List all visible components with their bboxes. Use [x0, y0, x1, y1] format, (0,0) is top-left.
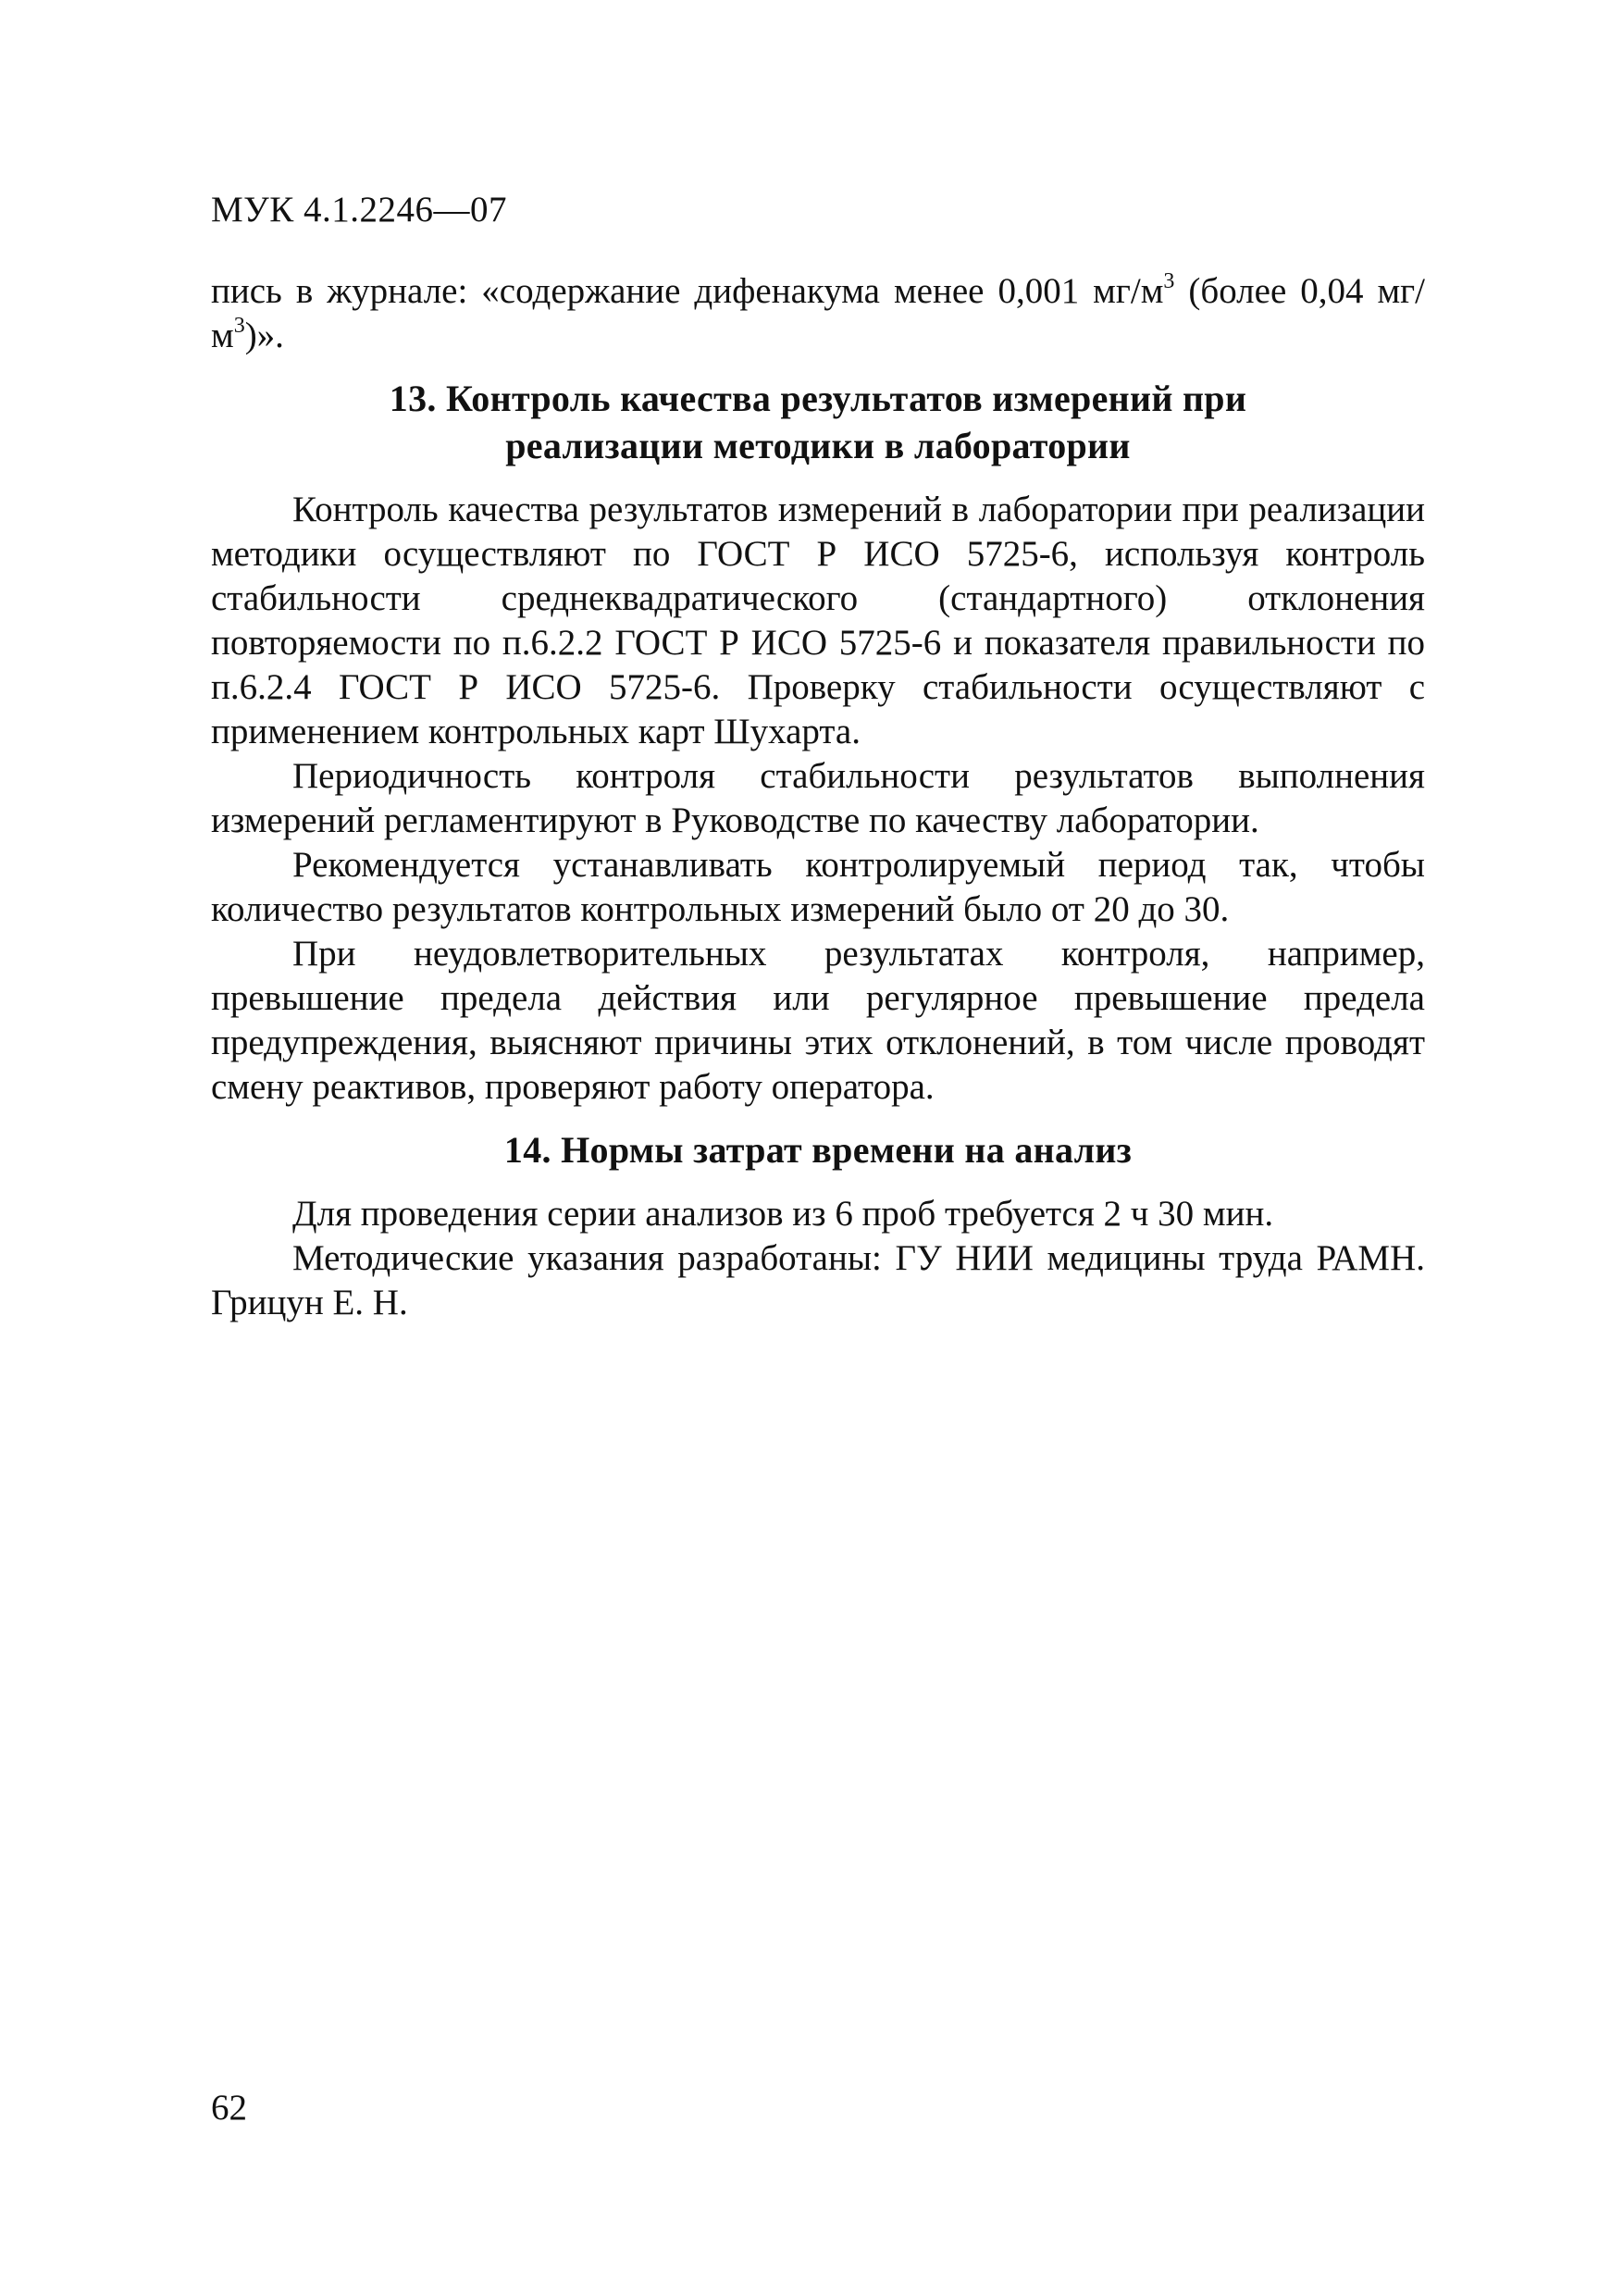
section-14-paragraph-1: Для проведения серии анализов из 6 проб требуется 2 ч 30 мин.: [292, 1194, 1274, 1234]
section-13-title-line-2: реализации методики в лаборатории: [505, 425, 1131, 466]
document-code: МУК 4.1.2246—07: [211, 190, 508, 230]
section-14-title: 14. Нормы затрат времени на анализ: [503, 1129, 1133, 1171]
section-14-paragraph-2: Методические указания разработаны: ГУ НИИ медицины труда РАМН. Грицун Е. Н.: [211, 1238, 1425, 1322]
section-13-title-line-1: 13. Контроль качества результатов измерений при: [389, 378, 1247, 419]
section-13-paragraph-1: Контроль качества результатов измерений в лаборатории при реализации методики осуществляют по ГОСТ Р ИСО 5725-6, используя контроль стабильности среднеквадратического (стандартного) отклонения повторяемости по п.6.2.2 ГОСТ Р ИСО 5725-6 и показателя правильности по п.6.2.4 ГОСТ Р ИСО 5725-6. Проверку стабильности осуществляют с применением контрольных карт Шухарта.: [211, 490, 1425, 751]
section-14-heading: [211, 1126, 1425, 1173]
continuation-paragraph: [211, 269, 1425, 358]
section-13-paragraph-2: Периодичность контроля стабильности результатов выполнения измерений регламентируют в Руководстве по качеству лаборатории.: [211, 756, 1425, 840]
section-13-paragraph-3: Рекомендуется устанавливать контролируемый период так, чтобы количество результатов контрольных измерений было от 20 до 30.: [211, 845, 1425, 929]
superscript-cubic-1: 3: [1163, 269, 1175, 293]
continuation-text-1: пись в журнале: «содержание дифенакума менее 0,001 мг/м: [211, 271, 1164, 311]
section-13-paragraph-4: При неудовлетворительных результатах контроля, например, превышение предела действия или регулярное превышение предела предупреждения, выясняют причины этих отклонений, в том числе проводят смену реактивов, проверяют работу оператора.: [211, 934, 1425, 1107]
section-13-heading: [211, 375, 1425, 469]
page-number: 62: [211, 2088, 247, 2128]
continuation-text-2: (более 0,04 мг/м: [211, 271, 1425, 355]
superscript-cubic-2: 3: [233, 314, 245, 338]
continuation-text-3: )».: [244, 316, 284, 355]
page-content: [211, 269, 1425, 1325]
